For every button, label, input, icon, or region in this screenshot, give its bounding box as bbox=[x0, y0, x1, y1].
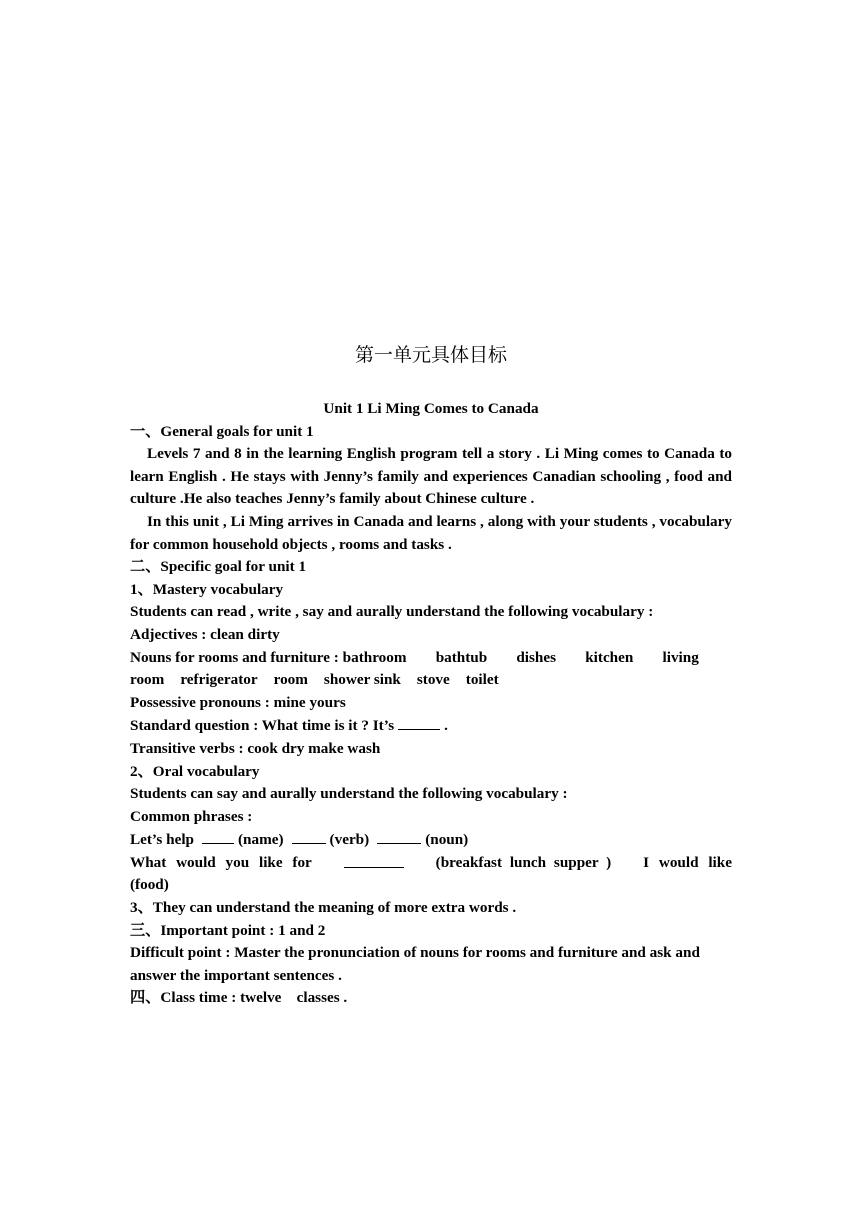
section-1-paragraph-2: In this unit , Li Ming arrives in Canada and learns , along with your students , vocabulary for common household objects , rooms and tasks . bbox=[130, 512, 732, 553]
adjectives-line: Adjectives : clean dirty bbox=[130, 625, 280, 643]
chinese-title: 第一单元具体目标 bbox=[354, 344, 507, 366]
section-2-1-heading: 1、Mastery vocabulary bbox=[130, 580, 284, 598]
food-line: (food) bbox=[130, 876, 169, 894]
section-2-2-heading: 2、Oral vocabulary bbox=[130, 762, 260, 780]
noun-word: refrigerator bbox=[180, 671, 258, 689]
noun-word: bathtub bbox=[435, 648, 488, 666]
noun-word: dishes bbox=[516, 648, 557, 666]
document-body bbox=[130, 398, 732, 1010]
noun-word: room bbox=[130, 671, 165, 689]
section-2-3-line: 3、They can understand the meaning of more extra words . bbox=[130, 899, 517, 917]
standard-question-line: Standard question : What time is it ? It’s . bbox=[130, 714, 732, 738]
noun-word: kitchen bbox=[585, 648, 634, 666]
difficult-point: Difficult point : Master the pronunciation of nouns for rooms and furniture and ask and answer the important sentences . bbox=[130, 944, 700, 984]
possessive-line: Possessive pronouns : mine yours bbox=[130, 693, 346, 711]
section-2-heading: 二、Specific goal for unit 1 bbox=[130, 558, 307, 576]
what-would-line: What would you like for (breakfast lunch supper ) I would like bbox=[130, 853, 732, 871]
noun-word: stove bbox=[416, 671, 450, 689]
transitive-line: Transitive verbs : cook dry make wash bbox=[130, 739, 381, 757]
name-blank bbox=[202, 828, 234, 844]
noun-blank bbox=[377, 828, 421, 844]
common-phrases-line: Common phrases : bbox=[130, 807, 253, 825]
verb-blank bbox=[292, 828, 326, 844]
nouns-line-1 bbox=[130, 647, 732, 670]
noun-word: toilet bbox=[465, 671, 499, 689]
lets-help-line: Let’s help (name) (verb) (noun) bbox=[130, 828, 732, 852]
section-1-paragraph-1: Levels 7 and 8 in the learning English program tell a story . Li Ming comes to Canada to learn English . He stays with Jenny’s family and experiences Canadian schooling , food and culture .He also teaches Jenny’s family about Chinese culture . bbox=[130, 445, 732, 508]
section-4-line: 四、Class time : twelve classes . bbox=[130, 989, 348, 1007]
noun-word: shower sink bbox=[323, 671, 401, 689]
section-2-2-intro: Students can say and aurally understand the following vocabulary : bbox=[130, 785, 568, 803]
meal-blank bbox=[344, 852, 404, 868]
section-3-line: 三、Important point : 1 and 2 bbox=[130, 921, 326, 939]
unit-title: Unit 1 Li Ming Comes to Canada bbox=[323, 400, 539, 417]
nouns-line-2 bbox=[130, 669, 732, 692]
noun-word: room bbox=[273, 671, 308, 689]
nouns-label: Nouns for rooms and furniture : bathroom bbox=[130, 648, 407, 666]
noun-word: living bbox=[662, 648, 699, 666]
section-2-1-intro: Students can read , write , say and aurally understand the following vocabulary : bbox=[130, 603, 654, 621]
section-1-heading: 一、General goals for unit 1 bbox=[130, 422, 314, 440]
answer-blank bbox=[398, 714, 440, 730]
